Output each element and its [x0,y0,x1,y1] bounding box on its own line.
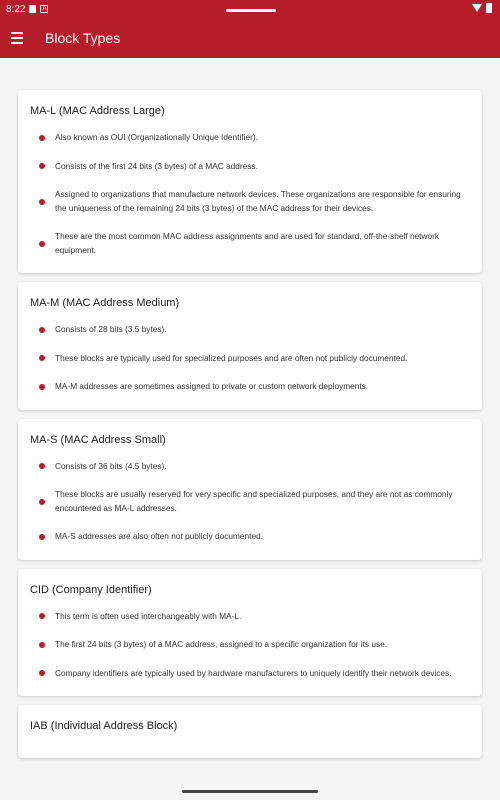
bullet-dot-icon [39,163,45,169]
bullet-dot-icon [39,534,45,540]
app-bar [0,18,500,58]
block-types-list[interactable] [0,58,500,800]
status-time: 8:22 [6,3,26,15]
card-title: CID (Company Identifier) [30,583,152,596]
bullet-text: This term is often used interchangeably with MA-L. [55,610,242,621]
list-item [30,323,470,337]
a-icon: A [42,6,47,12]
bullet-list [30,460,470,544]
list-item [30,160,470,174]
bullet-dot-icon [39,463,45,469]
list-item [30,188,470,215]
status-pill [226,9,276,12]
bullet-text: Consists of 28 bits (3.5 bytes). [55,324,167,334]
bullet-list [30,610,470,681]
bullet-text: These blocks are usually reserved for very specific and specialized purposes, and they are not as commonly encountered as MA-L addresses. [55,489,453,513]
bullet-list [30,131,470,257]
bullet-dot-icon [39,241,45,247]
bullet-dot-icon [39,499,45,505]
bullet-text: Consists of 36 bits (4.5 bytes). [55,460,167,471]
card-title: MA-S (MAC Address Small) [30,433,166,446]
list-item [30,638,470,652]
bullet-dot-icon [39,199,45,205]
hamburger-menu-icon[interactable] [9,28,29,48]
status-bar [0,0,500,18]
bullet-text: Company identifiers are typically used by hardware manufacturers to uniquely identify their network devices. [55,667,452,678]
bullet-dot-icon [39,135,45,141]
wifi-icon [472,4,482,12]
bullet-dot-icon [39,327,45,333]
battery-icon [486,3,492,13]
card-title: MA-L (MAC Address Large) [30,105,165,117]
list-item [30,488,470,515]
bullet-dot-icon [39,613,45,619]
bullet-text: These blocks are typically used for specialized purposes and are often not publicly documented. [55,352,408,363]
block-type-card [18,90,482,273]
list-item [30,230,470,257]
status-left [6,4,48,15]
list-item [30,460,470,474]
list-item [30,131,470,145]
sd-card-icon [29,5,36,13]
list-item [30,352,470,366]
block-type-card [18,419,482,560]
block-type-card [18,705,482,758]
bullet-text: MA-M addresses are sometimes assigned to private or custom network deployments. [55,381,369,391]
bullet-dot-icon [39,384,45,390]
bullet-text: MA-S addresses are also often not publicly documented. [55,531,263,541]
card-title: MA-M (MAC Address Medium) [30,297,180,309]
block-type-card [18,282,482,410]
bullet-text: Consists of the first 24 bits (3 bytes) of a MAC address. [55,160,258,171]
list-item [30,530,470,544]
card-title: IAB (Individual Address Block) [30,720,178,732]
list-item [30,610,470,624]
bullet-dot-icon [39,642,45,648]
gesture-nav-handle[interactable] [182,790,318,793]
page-title: Block Types [45,30,121,46]
bullet-text: Also known as OUI (Organizationally Unique Identifier). [55,132,258,142]
bullet-text: These are the most common MAC address assignments and are used for standard, off-the-shelf network equipment. [55,231,439,255]
bullet-text: The first 24 bits (3 bytes) of a MAC address, assigned to a specific organization for its use. [55,639,388,649]
list-item [30,667,470,681]
bullet-list [30,323,470,394]
bullet-dot-icon [39,670,45,676]
bullet-dot-icon [39,355,45,361]
bullet-text: Assigned to organizations that manufacture network devices. These organizations are responsible for ensuring the uniqueness of the remaining 24 bits (3 bytes) of the MAC address for their devices. [55,189,461,213]
block-type-card [18,569,482,697]
list-item [30,380,470,394]
status-right [472,3,492,13]
